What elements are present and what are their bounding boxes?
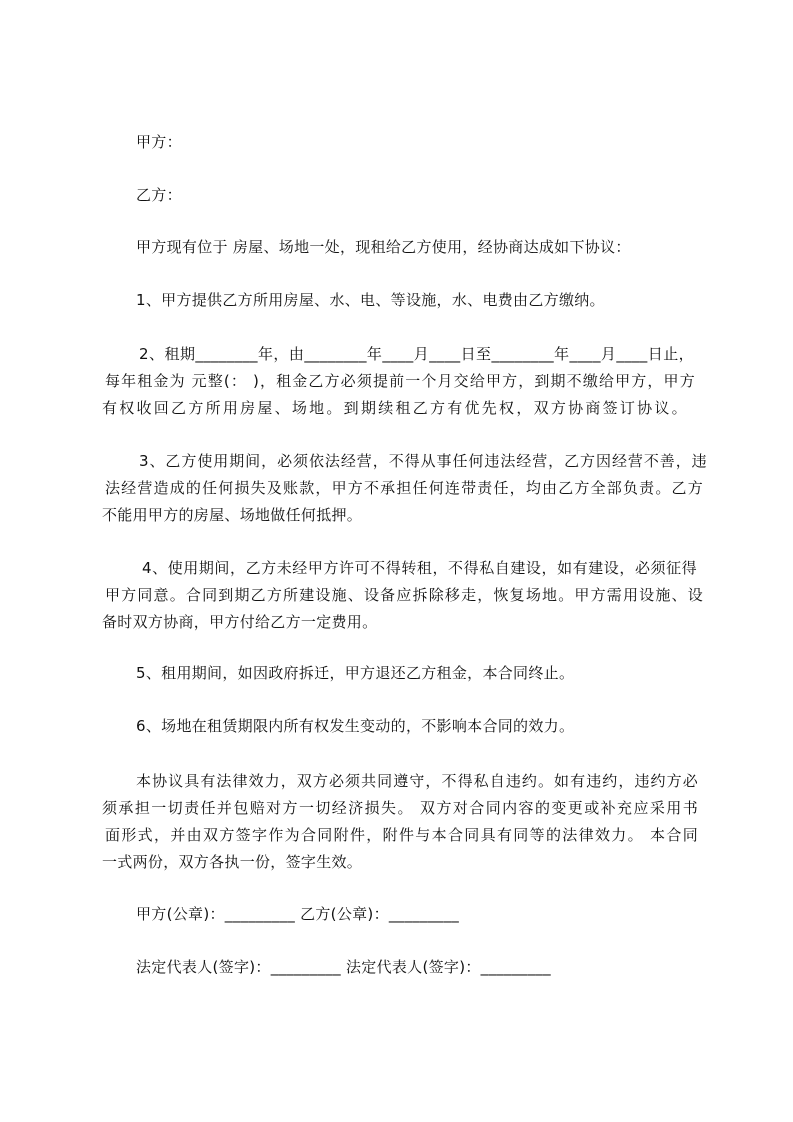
- clause-3-line-3: 不能用甲方的房屋、场地做任何抵押。: [102, 506, 363, 524]
- closing-line-1: 本协议具有法律效力，双方必须共同遵守，不得私自违约。如有违约，违约方必: [136, 772, 698, 790]
- seal-signature-line: 甲方(公章)：_________ 乙方(公章)：_________: [136, 905, 460, 923]
- closing-line-2: 须承担一切责任并包赔对方一切经济损失。 双方对合同内容的变更或补充应采用书: [102, 799, 698, 817]
- clause-5: 5、租用期间，如因政府拆迁，甲方退还乙方租金，本合同终止。: [136, 664, 575, 682]
- closing-line-3: 面形式，并由双方签字作为合同附件，附件与本合同具有同等的法律效力。 本合同: [105, 826, 698, 844]
- clause-2-line-1: 2、租期________年，由________年____月____日至________年____月____日止，: [139, 345, 694, 363]
- clause-4-line-3: 备时双方协商，甲方付给乙方一定费用。: [102, 613, 378, 631]
- clause-4-line-2: 甲方同意。合同到期乙方所建设施、设备应拆除移走，恢复场地。甲方需用设施、设: [105, 586, 703, 604]
- clause-1: 1、甲方提供乙方所用房屋、水、电、等设施，水、电费由乙方缴纳。: [136, 291, 605, 309]
- clause-3-line-1: 3、乙方使用期间，必须依法经营，不得从事任何违法经营，乙方因经营不善，违: [139, 452, 707, 470]
- clause-3-line-2: 法经营造成的任何损失及账款，甲方不承担任何连带责任，均由乙方全部负责。乙方: [105, 479, 703, 497]
- closing-line-4: 一式两份，双方各执一份，签字生效。: [102, 853, 363, 871]
- clause-6: 6、场地在租赁期限内所有权发生变动的，不影响本合同的效力。: [136, 717, 575, 735]
- party-a-label: 甲方：: [136, 133, 182, 151]
- intro-paragraph: 甲方现有位于 房屋、场地一处，现租给乙方使用，经协商达成如下协议：: [136, 238, 631, 256]
- party-b-label: 乙方：: [136, 186, 182, 204]
- clause-2-line-2: 每年租金为 元整(： )，租金乙方必须提前一个月交给甲方，到期不缴给甲方，甲方: [105, 372, 695, 390]
- clause-2-line-3: 有权收回乙方所用房屋、场地。到期续租乙方有优先权，双方协商签订协议。: [102, 399, 687, 417]
- representative-signature-line: 法定代表人(签字)：_________ 法定代表人(签字)：_________: [136, 958, 551, 976]
- clause-4-line-1: 4、使用期间，乙方未经甲方许可不得转租，不得私自建设，如有建设，必须征得: [142, 559, 697, 577]
